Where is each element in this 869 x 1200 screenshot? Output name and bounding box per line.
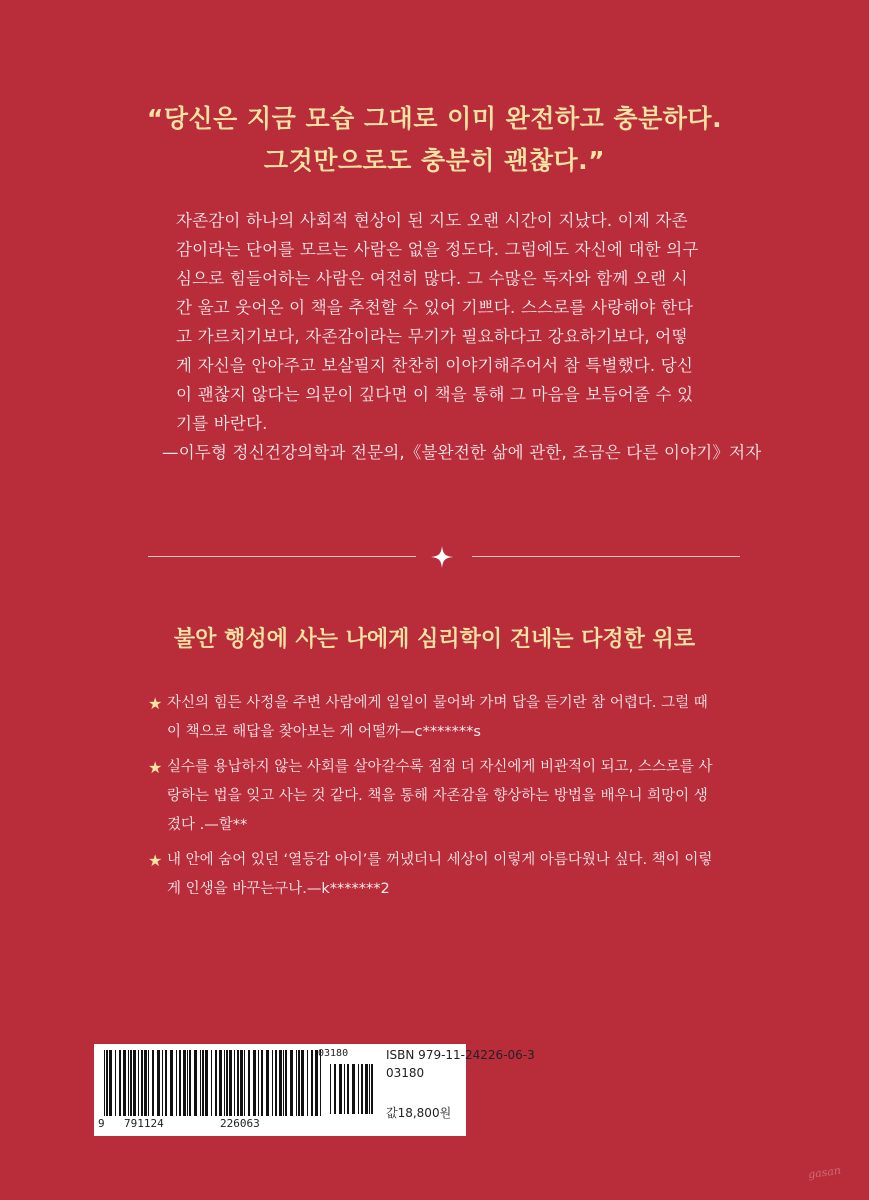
endorsement-line: 게 자신을 안아주고 보살필지 찬찬히 이야기해주어서 참 특별했다. 당신	[176, 356, 694, 375]
barcode-digits-right: 226063	[220, 1117, 260, 1130]
review-line: 겼다 .—할**	[167, 817, 248, 833]
sparkle-icon	[431, 546, 453, 568]
review-line: 게 인생을 바꾸는구나.—k*******2	[167, 881, 390, 897]
endorsement-text	[162, 206, 762, 467]
star-icon: ★	[148, 758, 163, 777]
review-line: 내 안에 숨어 있던 ‘열등감 아이’를 꺼냈더니 세상이 이렇게 아름다웠나 싶다. 책이 이렇	[167, 852, 713, 868]
price: 값18,800원	[386, 1106, 452, 1120]
endorsement-line: 심으로 힘들어하는 사람은 여전히 많다. 그 수많은 독자와 함께 오랜 시	[176, 269, 688, 288]
addon-barcode	[330, 1064, 378, 1114]
review-line: 이 책으로 해답을 찾아보는 게 어떨까—c*******s	[167, 724, 481, 740]
barcode-panel	[94, 1044, 535, 1136]
addon-code: 03180	[318, 1048, 349, 1059]
star-icon: ★	[148, 694, 163, 713]
subheading: 불안 행성에 사는 나에게 심리학이 건네는 다정한 위로	[173, 627, 696, 652]
divider-right	[472, 556, 740, 557]
endorsement-attribution: —이두형 정신건강의학과 전문의,《불완전한 삶에 관한, 조금은 다른 이야기》저자	[162, 443, 762, 462]
review-line: 실수를 용납하지 않는 사회를 살아갈수록 점점 더 자신에게 비관적이 되고, 스스로를 사	[167, 759, 713, 775]
review-item	[148, 689, 748, 747]
review-item	[148, 846, 748, 904]
review-line: 랑하는 법을 잊고 사는 것 같다. 책을 통해 자존감을 향상하는 방법을 배우니 희망이 생	[167, 788, 708, 804]
endorsement-line: 기를 바란다.	[176, 414, 268, 433]
publisher-logo: gasan	[807, 1163, 842, 1182]
isbn-number: ISBN 979-11-24226-06-3	[386, 1048, 535, 1062]
review-item	[148, 753, 748, 840]
reader-reviews	[148, 689, 748, 910]
endorsement-line: 고 가르치기보다, 자존감이라는 무기가 필요하다고 강요하기보다, 어떻	[176, 327, 688, 346]
star-icon: ★	[148, 851, 163, 870]
barcode-digit-first: 9	[98, 1117, 105, 1130]
endorsement-line: 이 괜찮지 않다는 의문이 깊다면 이 책을 통해 그 마음을 보듬어줄 수 있	[176, 385, 694, 404]
endorsement-line: 감이라는 단어를 모르는 사람은 없을 정도다. 그럼에도 자신에 대한 의구	[176, 240, 699, 259]
review-line: 자신의 힘든 사정을 주변 사람에게 일일이 물어봐 가며 답을 듣기란 참 어렵다. 그럴 때	[167, 695, 708, 711]
headline-quote	[0, 98, 869, 182]
endorsement-line: 자존감이 하나의 사회적 현상이 된 지도 오랜 시간이 지났다. 이제 자존	[176, 211, 688, 230]
barcode	[104, 1050, 324, 1116]
divider-left	[148, 556, 416, 557]
isbn-code: 03180	[386, 1066, 425, 1080]
barcode-digits-left: 791124	[124, 1117, 164, 1130]
quote-line-1: “당신은 지금 모습 그대로 이미 완전하고 충분하다.	[146, 104, 723, 133]
quote-line-2: 그것만으로도 충분히 괜찮다.”	[263, 146, 606, 175]
endorsement-line: 간 울고 웃어온 이 책을 추천할 수 있어 기쁘다. 스스로를 사랑해야 한다	[176, 298, 694, 317]
